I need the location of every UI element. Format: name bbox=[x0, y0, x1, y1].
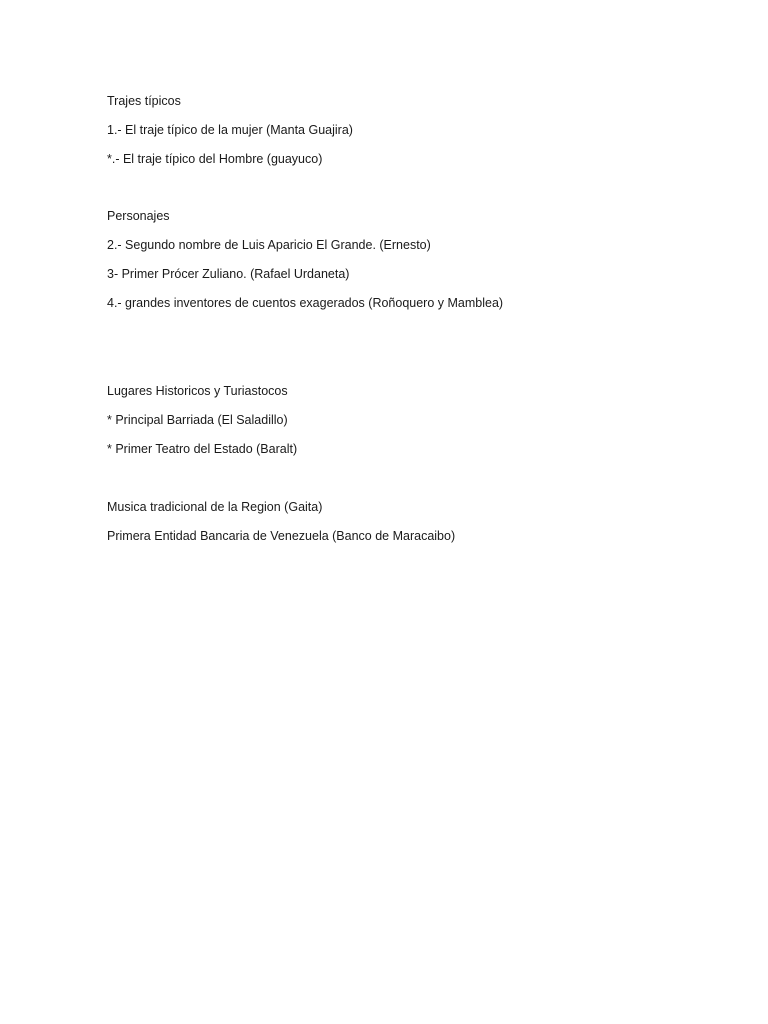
section-heading-lugares: Lugares Historicos y Turiastocos bbox=[107, 384, 288, 398]
text-line: 3- Primer Prócer Zuliano. (Rafael Urdaneta) bbox=[107, 267, 350, 281]
text-line: Primera Entidad Bancaria de Venezuela (Banco de Maracaibo) bbox=[107, 529, 456, 543]
section-heading-trajes: Trajes típicos bbox=[107, 94, 181, 108]
text-line: 1.- El traje típico de la mujer (Manta Guajira) bbox=[107, 123, 353, 137]
text-line: Musica tradicional de la Region (Gaita) bbox=[107, 500, 323, 514]
text-line: 2.- Segundo nombre de Luis Aparicio El Grande. (Ernesto) bbox=[107, 238, 431, 252]
text-line: * Primer Teatro del Estado (Baralt) bbox=[107, 442, 298, 456]
section-heading-personajes: Personajes bbox=[107, 209, 170, 223]
text-line: * Principal Barriada (El Saladillo) bbox=[107, 413, 288, 427]
text-line: 4.- grandes inventores de cuentos exagerados (Roñoquero y Mamblea) bbox=[107, 296, 504, 310]
text-line: *.- El traje típico del Hombre (guayuco) bbox=[107, 152, 323, 166]
